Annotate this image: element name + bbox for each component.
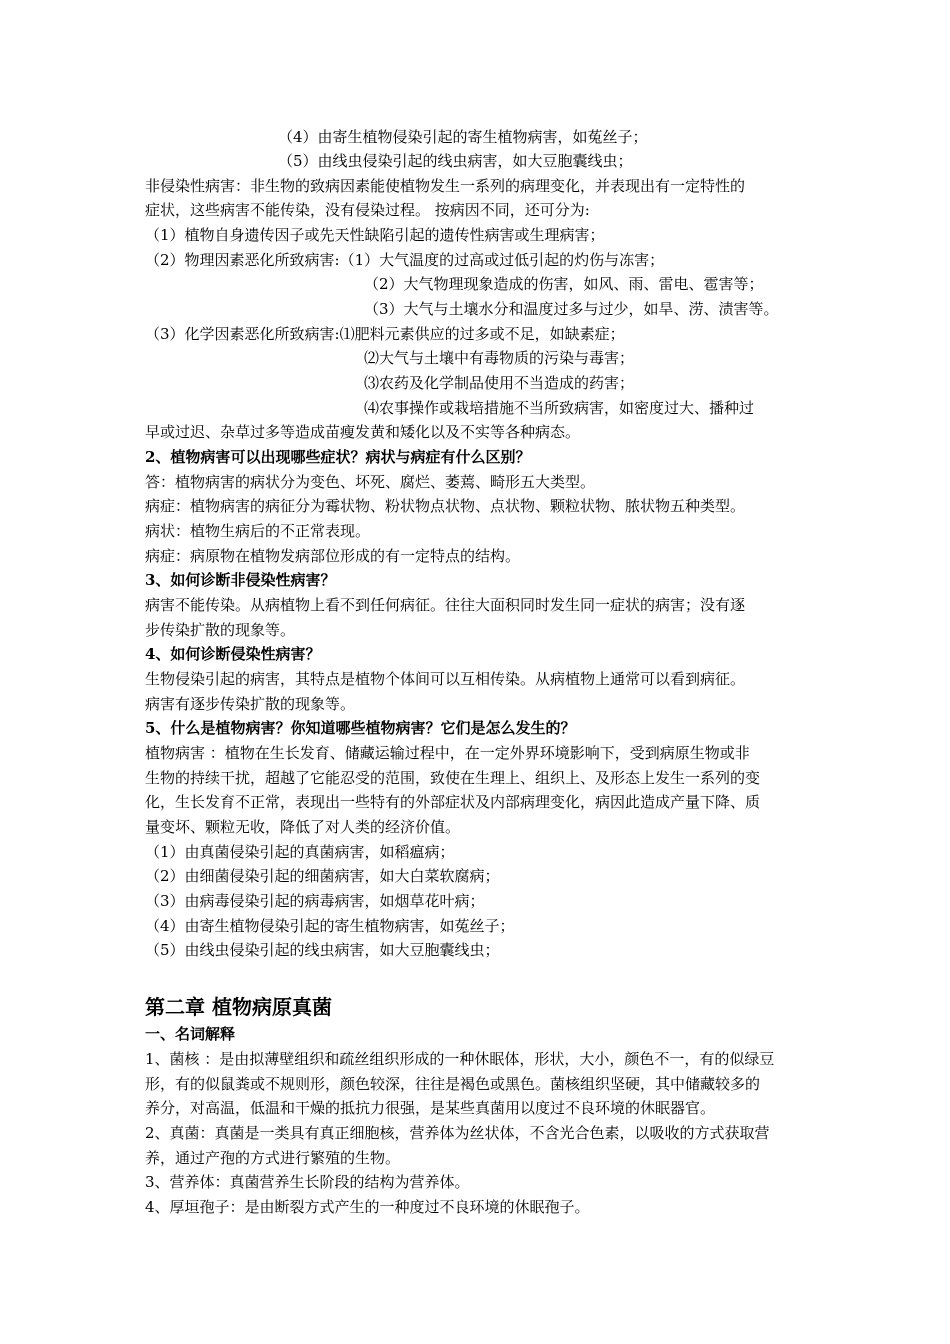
text-line: 生物侵染引起的病害，其特点是植物个体间可以互相传染。从病植物上通常可以看到病征。 xyxy=(145,670,746,688)
text-line: 病害不能传染。从病植物上看不到任何病征。往往大面积同时发生同一症状的病害；没有逐 xyxy=(145,596,746,614)
text-line: 非侵染性病害：非生物的致病因素能使植物发生一系列的病理变化，并表现出有一定特性的 xyxy=(145,177,746,195)
text-line: ⑶农药及化学制品使用不当造成的药害； xyxy=(364,374,635,392)
text-line: （3）大气与土壤水分和温度过多与过少，如旱、涝、渍害等。 xyxy=(364,300,779,318)
text-line: （1）由真菌侵染引起的真菌病害，如稻瘟病； xyxy=(145,843,455,861)
text-line: （2）由细菌侵染引起的细菌病害，如大白菜软腐病； xyxy=(145,867,500,885)
text-line: 生物的持续干扰，超越了它能忍受的范围，致使在生理上、组织上、及形态上发生一系列的变 xyxy=(145,769,761,787)
text-line: 答：植物病害的病状分为变色、坏死、腐烂、萎蔫、畸形五大类型。 xyxy=(145,473,596,491)
text-line: （4）由寄生植物侵染引起的寄生植物病害，如菟丝子； xyxy=(278,128,648,146)
text-line: 养，通过产孢的方式进行繁殖的生物。 xyxy=(145,1149,401,1167)
text-line: 病状：植物生病后的不正常表现。 xyxy=(145,522,371,540)
text-line: （5）由线虫侵染引起的线虫病害，如大豆胞囊线虫； xyxy=(278,152,633,170)
text-line: （3）由病毒侵染引起的病毒病害，如烟草花叶病； xyxy=(145,892,485,910)
text-line: 3、营养体：真菌营养生长阶段的结构为营养体。 xyxy=(145,1173,470,1191)
text-line: 化，生长发育不正常，表现出一些特有的外部症状及内部病理变化，病因此造成产量下降、质 xyxy=(145,793,761,811)
text-line: ⑵大气与土壤中有毒物质的污染与毒害； xyxy=(364,349,635,367)
text-line: 植物病害 ：植物在生长发育、储藏运输过程中，在一定外界环境影响下，受到病原生物或非 xyxy=(145,744,750,762)
text-line: 病害有逐步传染扩散的现象等。 xyxy=(145,695,356,713)
chapter-title: 第二章 植物病原真菌 xyxy=(145,995,332,1019)
text-line: 4、厚垣孢子：是由断裂方式产生的一种度过不良环境的休眠孢子。 xyxy=(145,1198,590,1216)
text-line: 2、真菌：真菌是一类具有真正细胞核，营养体为丝状体，不含光合色素，以吸收的方式获取营 xyxy=(145,1124,770,1142)
text-line: 量变坏、颗粒无收，降低了对人类的经济价值。 xyxy=(145,818,461,836)
text-line: （5）由线虫侵染引起的线虫病害，如大豆胞囊线虫； xyxy=(145,941,500,959)
text-line: 步传染扩散的现象等。 xyxy=(145,621,296,639)
text-line: （1）植物自身遗传因子或先天性缺陷引起的遗传性病害或生理病害； xyxy=(145,226,605,244)
text-line: ⑷农事操作或栽培措施不当所致病害，如密度过大、播种过 xyxy=(364,399,755,417)
text-line: 症状，这些病害不能传染，没有侵染过程。 按病因不同，还可分为: xyxy=(145,201,590,219)
text-line: 病症：植物病害的病征分为霉状物、粉状物点状物、点状物、颗粒状物、脓状物五种类型。 xyxy=(145,497,746,515)
question-heading: 5、什么是植物病害？你知道哪些植物病害？它们是怎么发生的？ xyxy=(145,719,576,737)
text-line: （3）化学因素恶化所致病害:⑴肥料元素供应的过多或不足，如缺素症； xyxy=(145,325,625,343)
question-heading: 2、植物病害可以出现哪些症状？病状与病症有什么区别？ xyxy=(145,448,531,466)
text-line: （4）由寄生植物侵染引起的寄生植物病害，如菟丝子； xyxy=(145,917,515,935)
text-line: （2）物理因素恶化所致病害:（1）大气温度的过高或过低引起的灼伤与冻害； xyxy=(145,251,665,269)
section-heading: 一、名词解释 xyxy=(145,1025,236,1043)
text-line: 1、菌核 ：是由拟薄壁组织和疏丝组织形成的一种休眠体，形状，大小，颜色不一，有的似绿豆 xyxy=(145,1050,775,1068)
text-line: 养分，对高温，低温和干燥的抵抗力很强，是某些真菌用以度过不良环境的休眠器官。 xyxy=(145,1099,716,1117)
text-line: 形，有的似鼠粪或不规则形，颜色较深，往往是褐色或黑色。菌核组织坚硬，其中储藏较多的 xyxy=(145,1075,761,1093)
question-heading: 3、如何诊断非侵染性病害？ xyxy=(145,571,336,589)
text-line: 病症：病原物在植物发病部位形成的有一定特点的结构。 xyxy=(145,547,521,565)
text-line: 早或过迟、杂草过多等造成苗瘦发黄和矮化以及不实等各种病态。 xyxy=(145,423,581,441)
question-heading: 4、如何诊断侵染性病害？ xyxy=(145,645,321,663)
text-line: （2）大气物理现象造成的伤害，如风、雨、雷电、雹害等； xyxy=(364,275,764,293)
